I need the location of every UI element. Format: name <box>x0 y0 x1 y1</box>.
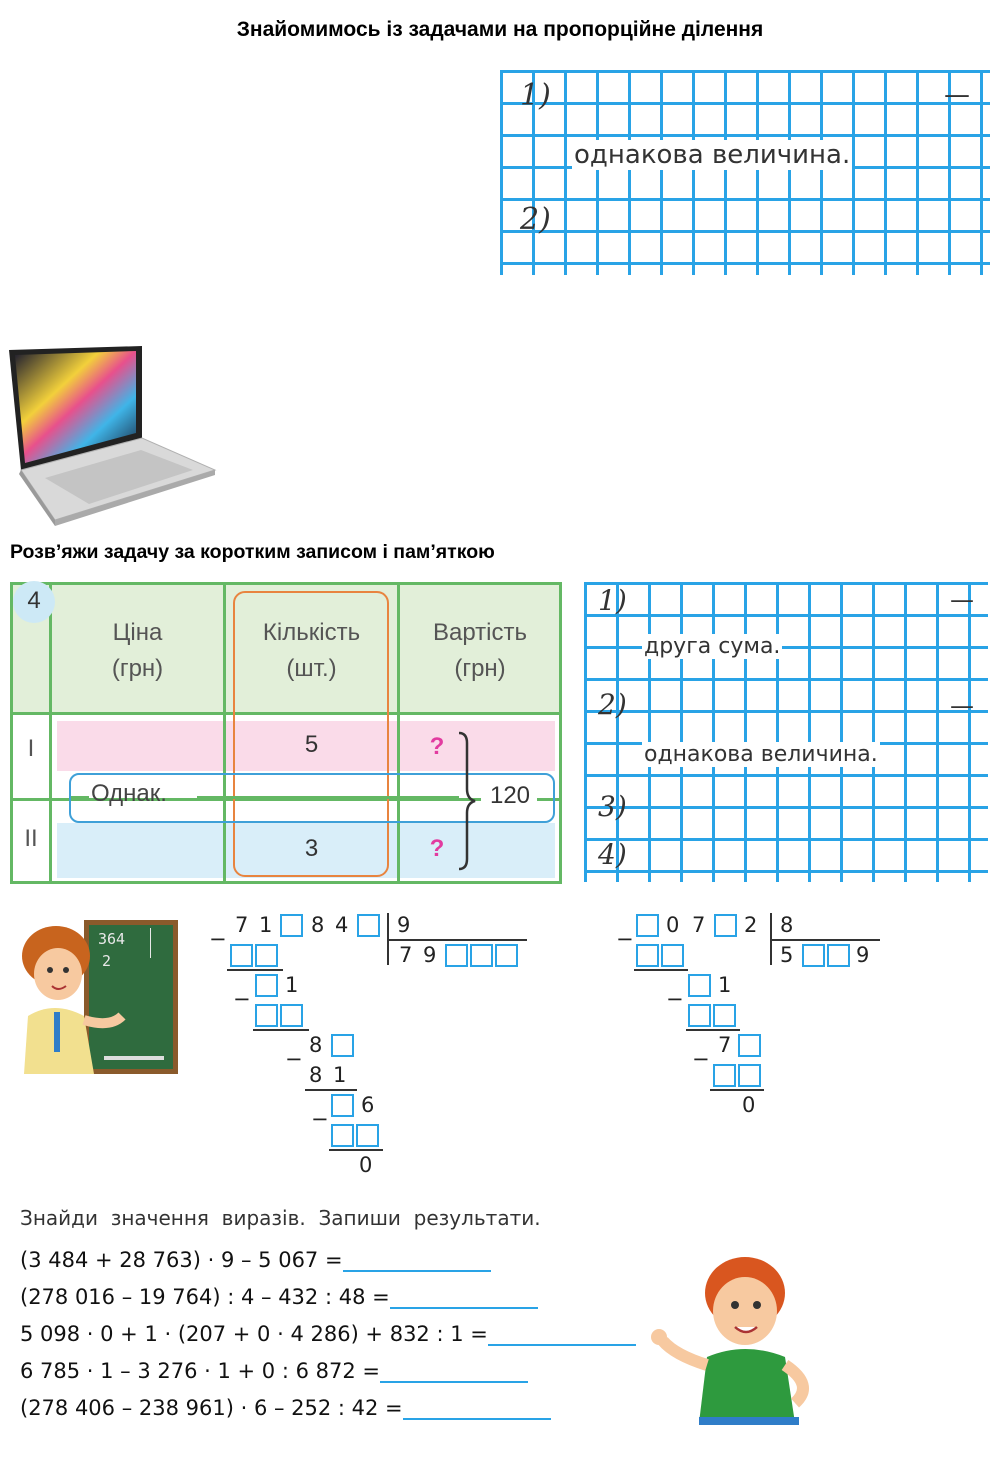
div2-dividend-1: 0 <box>666 913 680 937</box>
grid1-text: однакова величина. <box>574 140 851 170</box>
brace-icon <box>457 731 477 871</box>
board-text-1: 364 <box>98 930 126 948</box>
task-number-badge: 4 <box>13 581 55 623</box>
task-table <box>10 582 562 884</box>
div1-step-box[interactable] <box>331 1034 354 1057</box>
div2-step-box[interactable] <box>688 1004 711 1027</box>
div2-input-box[interactable] <box>636 914 659 937</box>
grid2-item2: 2) <box>598 688 627 721</box>
div1-minus-4: − <box>311 1107 329 1131</box>
grid2-text1: друга сума. <box>644 634 781 659</box>
div1-rest: 0 <box>359 1153 373 1177</box>
div1-input-box[interactable] <box>357 914 380 937</box>
div2-r1: 1 <box>718 973 732 997</box>
div1-minus-3: − <box>285 1047 303 1071</box>
row-label-1: I <box>27 735 35 762</box>
div2-quotient-3: 9 <box>856 943 870 967</box>
div2-step-box[interactable] <box>738 1034 761 1057</box>
div1-input-box[interactable] <box>280 914 303 937</box>
div2-r2: 7 <box>718 1033 732 1057</box>
div2-input-box[interactable] <box>714 914 737 937</box>
row-label-2: II <box>24 825 38 852</box>
div2-minus-1: − <box>616 927 634 951</box>
grid1-item2: 2) <box>520 202 551 237</box>
grid2-dash1: — <box>950 586 974 614</box>
div2-quotient-box[interactable] <box>827 944 850 967</box>
question-1: ? <box>429 733 445 760</box>
grid2-item3: 3) <box>598 790 627 823</box>
div1-step-box[interactable] <box>255 944 278 967</box>
div2-divisor: 8 <box>780 913 794 937</box>
div1-r2c: 1 <box>333 1063 347 1087</box>
answer-grid-2[interactable] <box>584 582 988 882</box>
div1-minus-1: − <box>209 927 227 951</box>
div2-step-box[interactable] <box>738 1064 761 1087</box>
div2-rest: 0 <box>742 1093 756 1117</box>
div2-step-box[interactable] <box>713 1004 736 1027</box>
div2-quotient-0: 5 <box>780 943 794 967</box>
answer-line-2[interactable] <box>390 1287 538 1309</box>
div1-step-box[interactable] <box>331 1124 354 1147</box>
div1-dividend-4: 4 <box>335 913 349 937</box>
div1-r1: 1 <box>285 973 299 997</box>
div1-dividend-3: 8 <box>311 913 325 937</box>
answer-line-5[interactable] <box>403 1398 551 1420</box>
expression-3: 5 098 · 0 + 1 · (207 + 0 · 4 286) + 832 : 1 = <box>20 1322 636 1346</box>
div1-quotient-0: 7 <box>399 943 413 967</box>
answer-grid-1[interactable] <box>500 70 990 275</box>
div2-step-box[interactable] <box>661 944 684 967</box>
div2-dividend-4: 2 <box>744 913 758 937</box>
div1-step-box[interactable] <box>331 1094 354 1117</box>
div2-step-box[interactable] <box>688 974 711 997</box>
div2-quotient-box[interactable] <box>802 944 825 967</box>
div1-dividend-1: 1 <box>259 913 273 937</box>
expression-4: 6 785 · 1 – 3 276 · 1 + 0 : 6 872 = <box>20 1359 528 1383</box>
grid2-dash2: — <box>950 692 974 720</box>
grid1-dash: — <box>944 80 970 110</box>
div1-minus-2: − <box>233 987 251 1011</box>
grid2-item4: 4) <box>598 838 627 871</box>
qty-2: 3 <box>304 835 319 862</box>
expression-1: (3 484 + 28 763) · 9 – 5 067 = <box>20 1248 491 1272</box>
laptop-image <box>5 342 220 527</box>
div1-divisor: 9 <box>397 913 411 937</box>
answer-line-4[interactable] <box>380 1361 528 1383</box>
expression-5: (278 406 – 238 961) · 6 – 252 : 42 = <box>20 1396 551 1420</box>
div1-quotient-box[interactable] <box>470 944 493 967</box>
div1-quotient-1: 9 <box>423 943 437 967</box>
answer-line-1[interactable] <box>343 1250 491 1272</box>
div2-minus-2: − <box>666 987 684 1011</box>
question-2: ? <box>429 835 445 862</box>
answer-line-3[interactable] <box>488 1324 636 1346</box>
qty-1: 5 <box>304 731 319 758</box>
grid1-item1: 1) <box>520 78 551 113</box>
expressions-heading: Знайди значення виразів. Запиши результати. <box>20 1206 541 1230</box>
div1-step-box[interactable] <box>356 1124 379 1147</box>
header-cost: Вартість (грн) <box>433 619 527 682</box>
expression-2: (278 016 – 19 764) : 4 – 432 : 48 = <box>20 1285 538 1309</box>
long-division-2 <box>612 905 892 1125</box>
div1-quotient-box[interactable] <box>445 944 468 967</box>
page-title: Знайомимось із задачами на пропорційне ділення <box>236 18 764 41</box>
div1-step-box[interactable] <box>255 1004 278 1027</box>
board-text-2: 2 <box>102 952 112 970</box>
div1-dividend-0: 7 <box>235 913 249 937</box>
div1-r2b: 8 <box>309 1063 323 1087</box>
long-division-1 <box>205 905 535 1185</box>
total-value: 120 <box>489 782 531 809</box>
grid2-text2: однакова величина. <box>644 742 878 767</box>
div2-minus-3: − <box>692 1047 710 1071</box>
grid2-item1: 1) <box>598 584 627 617</box>
div2-step-box[interactable] <box>713 1064 736 1087</box>
header-price: Ціна (грн) <box>111 619 164 682</box>
div1-r2a: 8 <box>309 1033 323 1057</box>
section-title: Розв’яжи задачу за коротким записом і пам’яткою <box>10 541 495 563</box>
same-price-line <box>197 796 459 799</box>
div1-quotient-box[interactable] <box>495 944 518 967</box>
div1-step-box[interactable] <box>230 944 253 967</box>
header-quantity: Кількість (шт.) <box>262 619 361 682</box>
div2-step-box[interactable] <box>636 944 659 967</box>
boy-pointing-image <box>645 1245 825 1425</box>
div2-dividend-2: 7 <box>692 913 706 937</box>
div1-r3: 6 <box>361 1093 375 1117</box>
same-price-label: Однак. <box>91 780 167 807</box>
div1-step-box[interactable] <box>255 974 278 997</box>
div1-step-box[interactable] <box>280 1004 303 1027</box>
